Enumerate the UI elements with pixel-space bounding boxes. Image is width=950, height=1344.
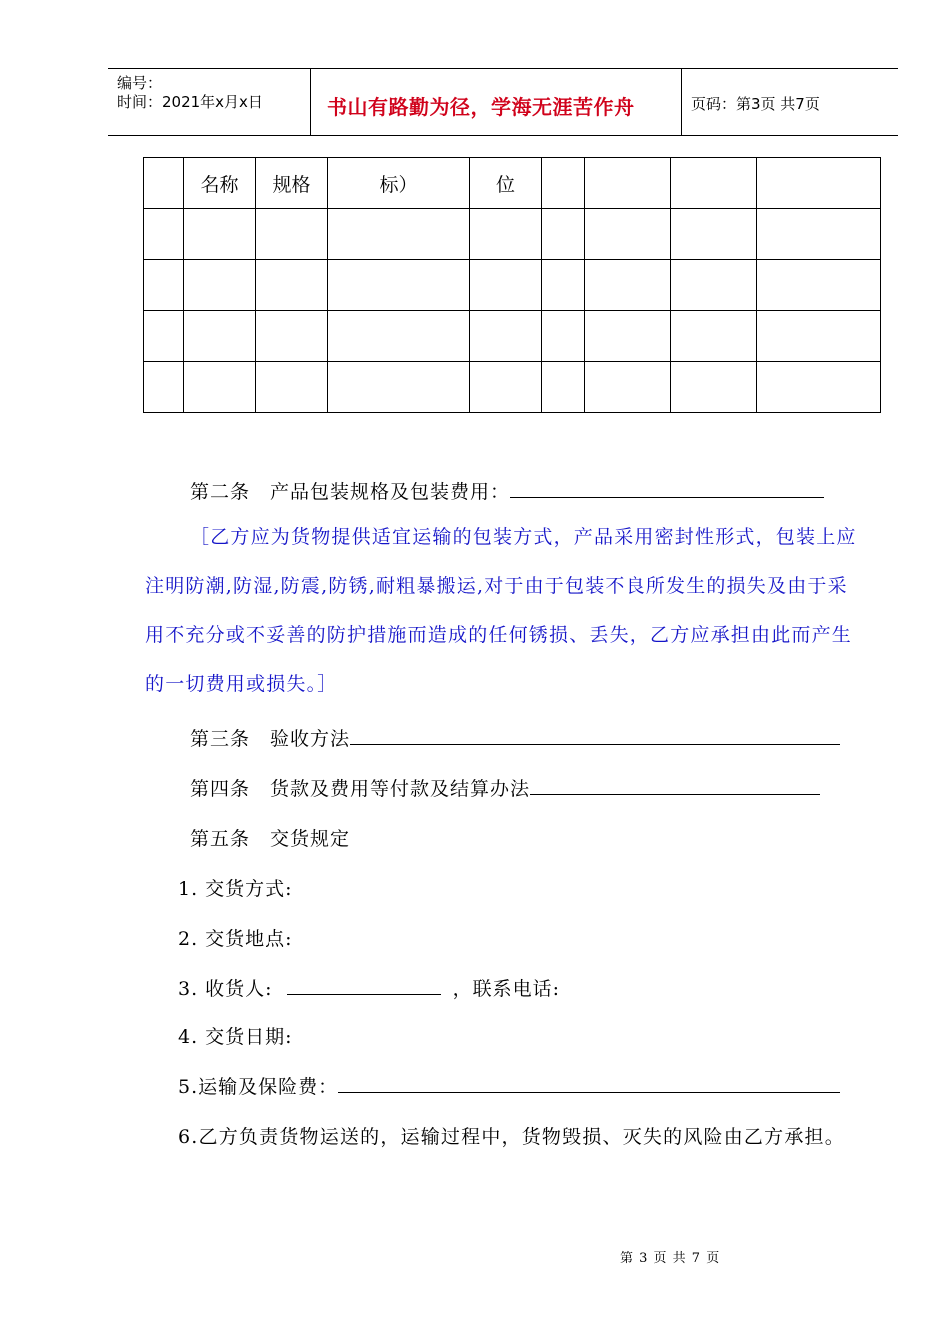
table-cell[interactable] [144, 362, 184, 413]
goods-table [143, 157, 881, 413]
clause-4-blank[interactable] [530, 774, 820, 795]
header-page-cell [682, 69, 898, 135]
table-cell[interactable] [470, 260, 542, 311]
table-cell[interactable] [328, 260, 470, 311]
item-1: 1. 交货方式: [178, 878, 293, 900]
clause-2 [190, 477, 824, 504]
clause-2-blank[interactable] [510, 477, 824, 498]
page-footer: 第 3 页 共 7 页 [620, 1251, 721, 1266]
table-cell: 名称 [184, 158, 256, 209]
table-cell[interactable] [542, 311, 585, 362]
table-cell[interactable] [256, 362, 328, 413]
item-5-label: 5.运输及保险费： [178, 1076, 339, 1098]
table-cell[interactable] [144, 260, 184, 311]
clause-5: 第五条 交货规定 [190, 828, 351, 850]
item-3-label: 3. 收货人: [178, 978, 273, 1000]
table-cell [585, 158, 671, 209]
table-cell[interactable] [328, 209, 470, 260]
clause-4-label: 第四条 货款及费用等付款及结算办法 [190, 778, 531, 800]
item-5-blank[interactable] [338, 1072, 840, 1093]
table-cell[interactable] [757, 362, 881, 413]
table-cell: 位 [470, 158, 542, 209]
table-cell [144, 158, 184, 209]
recipient-blank[interactable] [287, 974, 441, 995]
table-header-row [144, 158, 881, 209]
item-6: 6.乙方负责货物运送的，运输过程中，货物毁损、灭失的风险由乙方承担。 [178, 1126, 845, 1148]
motto-text: 书山有路勤为径，学海无涯苦作舟 [327, 95, 635, 119]
table-cell[interactable] [470, 362, 542, 413]
item-3-phone-label: ，联系电话: [452, 978, 560, 1000]
table-row [144, 311, 881, 362]
table-cell[interactable] [184, 260, 256, 311]
table-cell [542, 158, 585, 209]
table-cell[interactable] [585, 209, 671, 260]
table-cell[interactable] [585, 362, 671, 413]
table-cell[interactable] [542, 362, 585, 413]
clause-3-label: 第三条 验收方法 [190, 728, 351, 750]
item-5 [178, 1072, 840, 1099]
table-row [144, 260, 881, 311]
table-cell [671, 158, 757, 209]
table-cell[interactable] [757, 311, 881, 362]
table-cell[interactable] [671, 260, 757, 311]
table-cell[interactable] [585, 260, 671, 311]
table-cell[interactable] [184, 362, 256, 413]
table-row [144, 209, 881, 260]
header-meta-cell [108, 69, 311, 135]
table-cell[interactable] [671, 311, 757, 362]
table-cell[interactable] [542, 209, 585, 260]
clause-3-blank[interactable] [350, 724, 840, 745]
table-cell[interactable] [542, 260, 585, 311]
table-cell[interactable] [757, 260, 881, 311]
item-3 [178, 974, 560, 1001]
table-cell[interactable] [470, 311, 542, 362]
table-cell: 标） [328, 158, 470, 209]
table-cell[interactable] [585, 311, 671, 362]
clause-4 [190, 774, 820, 801]
packaging-note: ［乙方应为货物提供适宜运输的包装方式，产品采用密封性形式，包装上应注明防潮,防湿,防震,防锈,耐粗暴搬运,对于由于包装不良所发生的损失及由于采用不充分或不妥善的防护措施而造成的任何锈损、丢失，乙方应承担由此而产生的一切费用或损失。］ [145, 526, 857, 695]
table-cell[interactable] [470, 209, 542, 260]
table-cell[interactable] [256, 260, 328, 311]
time-label: 时间：2021年x月x日 [117, 93, 263, 111]
table-cell[interactable] [184, 311, 256, 362]
clause-2-label: 第二条 产品包装规格及包装费用： [190, 481, 511, 503]
table-cell[interactable] [184, 209, 256, 260]
table-cell: 规格 [256, 158, 328, 209]
table-cell[interactable] [328, 362, 470, 413]
table-cell[interactable] [757, 209, 881, 260]
clause-3 [190, 724, 840, 751]
table-cell[interactable] [144, 209, 184, 260]
item-2: 2. 交货地点: [178, 928, 293, 950]
table-cell[interactable] [256, 209, 328, 260]
table-cell [757, 158, 881, 209]
table-cell[interactable] [256, 311, 328, 362]
header-page-label: 页码：第3页 共7页 [691, 95, 820, 113]
serial-label: 编号： [117, 74, 163, 92]
table-cell[interactable] [328, 311, 470, 362]
table-row [144, 362, 881, 413]
item-4: 4. 交货日期: [178, 1026, 293, 1048]
header-motto-cell [311, 69, 682, 135]
page-header [108, 68, 898, 136]
table-cell[interactable] [144, 311, 184, 362]
table-cell[interactable] [671, 362, 757, 413]
table-cell[interactable] [671, 209, 757, 260]
